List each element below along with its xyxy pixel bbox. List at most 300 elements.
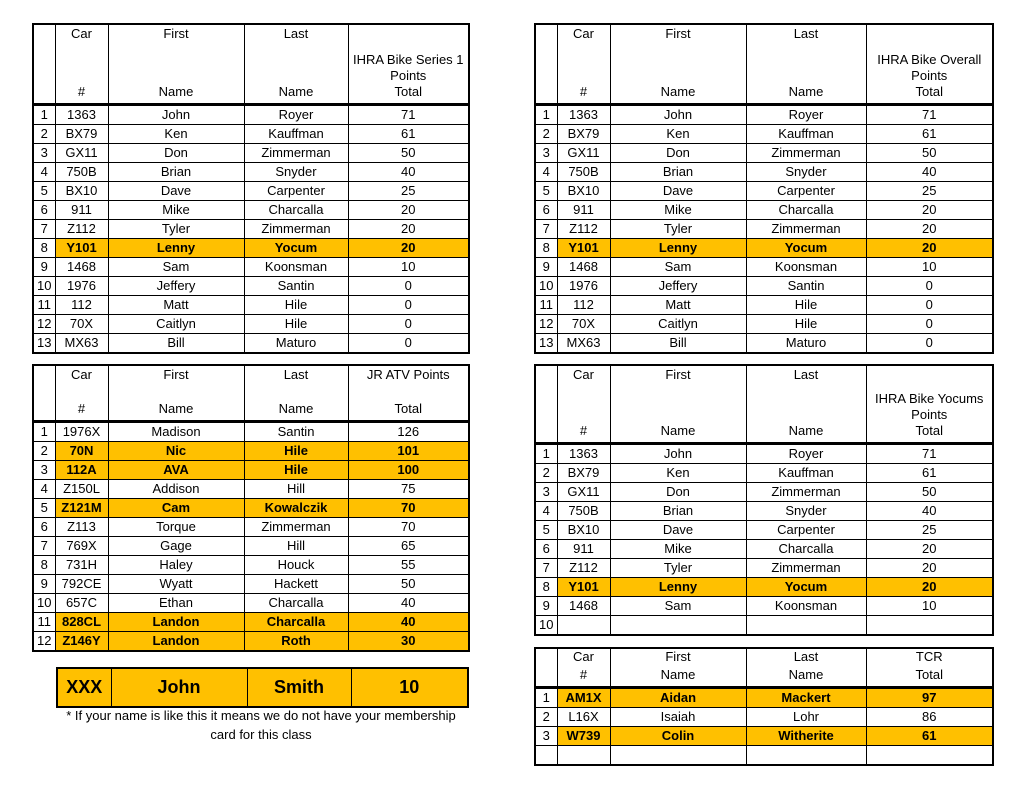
row-number: 3 (535, 143, 557, 162)
table-row (535, 727, 993, 746)
points-total: 10 (348, 257, 469, 276)
last-name: Hill (244, 479, 348, 498)
first-name: Wyatt (108, 574, 244, 593)
points-total: 20 (348, 219, 469, 238)
points-total: 61 (866, 727, 993, 746)
first-name: Matt (108, 295, 244, 314)
header-last: Last Name (244, 24, 348, 104)
row-number: 5 (535, 181, 557, 200)
last-name: Carpenter (746, 520, 866, 539)
row-number: 10 (535, 276, 557, 295)
row-number: 12 (33, 314, 55, 333)
car-number: BX10 (557, 181, 610, 200)
row-number: 6 (33, 200, 55, 219)
table-row (535, 124, 993, 143)
points-total: 20 (866, 577, 993, 596)
table-row (33, 631, 469, 651)
last-name: Yocum (746, 238, 866, 257)
table-row (535, 162, 993, 181)
car-number: Z121M (55, 498, 108, 517)
legend-example-row (56, 667, 469, 708)
last-name: Hile (746, 295, 866, 314)
first-name: Colin (610, 727, 746, 746)
row-number: 10 (33, 276, 55, 295)
table-row (535, 463, 993, 482)
car-number: 792CE (55, 574, 108, 593)
header-first: First Name (108, 24, 244, 104)
row-number: 2 (33, 124, 55, 143)
last-name: Charcalla (244, 593, 348, 612)
points-total: 40 (866, 162, 993, 181)
car-number: Y101 (55, 238, 108, 257)
points-total: 61 (348, 124, 469, 143)
legend-note: * If your name is like this it means we do not have your membership card for this class (66, 708, 456, 742)
table-row (33, 498, 469, 517)
header-last: Last Name (746, 365, 866, 443)
points-total: 0 (348, 314, 469, 333)
car-number: Z112 (557, 219, 610, 238)
first-name: Mike (610, 539, 746, 558)
table-row (33, 574, 469, 593)
header-index (535, 24, 557, 104)
row-number: 4 (33, 479, 55, 498)
last-name: Zimmerman (746, 143, 866, 162)
last-name: Kauffman (746, 124, 866, 143)
row-number: 6 (535, 539, 557, 558)
last-name: Hill (244, 536, 348, 555)
first-name: Matt (610, 295, 746, 314)
last-name: Koonsman (746, 596, 866, 615)
row-number: 7 (33, 219, 55, 238)
last-name: Mackert (746, 688, 866, 708)
points-total: 20 (866, 238, 993, 257)
last-name: Koonsman (244, 257, 348, 276)
points-total: 100 (348, 460, 469, 479)
table-row (33, 257, 469, 276)
row-number: 11 (33, 612, 55, 631)
row-number: 1 (535, 443, 557, 463)
first-name: Torque (108, 517, 244, 536)
ihra-bike-overall-table (534, 23, 994, 354)
row-number: 9 (535, 257, 557, 276)
car-number: 112A (55, 460, 108, 479)
table-row (535, 200, 993, 219)
points-total: 71 (866, 104, 993, 124)
last-name (746, 615, 866, 635)
table-row (33, 460, 469, 479)
points-total: 0 (348, 333, 469, 353)
table-row (535, 501, 993, 520)
legend-last: Smith (247, 668, 351, 707)
first-name: Brian (108, 162, 244, 181)
points-total: 50 (348, 574, 469, 593)
last-name: Zimmerman (746, 482, 866, 501)
table-row (535, 276, 993, 295)
points-total: 61 (866, 124, 993, 143)
last-name (746, 746, 866, 766)
first-name: Isaiah (610, 708, 746, 727)
row-number: 7 (535, 219, 557, 238)
last-name: Royer (746, 104, 866, 124)
points-total: 10 (866, 257, 993, 276)
row-number: 12 (33, 631, 55, 651)
car-number: 70X (55, 314, 108, 333)
header-car: Car # (557, 24, 610, 104)
last-name: Yocum (244, 238, 348, 257)
last-name: Charcalla (244, 612, 348, 631)
table-row (535, 257, 993, 276)
last-name: Zimmerman (746, 558, 866, 577)
row-number: 11 (535, 295, 557, 314)
row-number: 1 (33, 421, 55, 441)
last-name: Santin (746, 276, 866, 295)
car-number: 70X (557, 314, 610, 333)
row-number: 10 (33, 593, 55, 612)
last-name: Kowalczik (244, 498, 348, 517)
car-number: 731H (55, 555, 108, 574)
row-number: 3 (33, 460, 55, 479)
first-name: Dave (610, 181, 746, 200)
last-name: Kauffman (746, 463, 866, 482)
first-name: Brian (610, 501, 746, 520)
table-row (535, 295, 993, 314)
row-number: 8 (535, 238, 557, 257)
car-number: 112 (55, 295, 108, 314)
first-name: Ken (610, 124, 746, 143)
first-name: Lenny (610, 238, 746, 257)
row-number: 5 (33, 498, 55, 517)
row-number: 13 (33, 333, 55, 353)
header-car: Car # (55, 24, 108, 104)
points-total: 0 (866, 276, 993, 295)
header-car: Car # (557, 648, 610, 688)
table-row (535, 219, 993, 238)
points-total: 50 (866, 482, 993, 501)
table-row (33, 104, 469, 124)
points-total: 50 (348, 143, 469, 162)
car-number: MX63 (557, 333, 610, 353)
table-row (33, 536, 469, 555)
last-name: Zimmerman (244, 517, 348, 536)
first-name: Brian (610, 162, 746, 181)
first-name: AVA (108, 460, 244, 479)
first-name (610, 615, 746, 635)
last-name: Zimmerman (244, 219, 348, 238)
car-number: 1468 (557, 596, 610, 615)
first-name: Landon (108, 631, 244, 651)
last-name: Hile (244, 314, 348, 333)
car-number: 112 (557, 295, 610, 314)
car-number: BX10 (55, 181, 108, 200)
car-number: 1976X (55, 421, 108, 441)
car-number (557, 615, 610, 635)
car-number: Y101 (557, 238, 610, 257)
first-name: Don (610, 482, 746, 501)
car-number: GX11 (557, 143, 610, 162)
last-name: Charcalla (746, 539, 866, 558)
last-name: Koonsman (746, 257, 866, 276)
first-name (610, 746, 746, 766)
car-number: GX11 (55, 143, 108, 162)
last-name: Royer (244, 104, 348, 124)
first-name: Tyler (610, 219, 746, 238)
row-number: 7 (33, 536, 55, 555)
row-number: 2 (535, 708, 557, 727)
row-number: 9 (33, 574, 55, 593)
car-number: Z146Y (55, 631, 108, 651)
header-last: Last Name (244, 365, 348, 421)
car-number (557, 746, 610, 766)
car-number: BX79 (55, 124, 108, 143)
car-number: 828CL (55, 612, 108, 631)
ihra-bike-yocums-table (534, 364, 994, 636)
car-number: 750B (557, 501, 610, 520)
table-row (535, 558, 993, 577)
last-name: Hile (244, 295, 348, 314)
table-row (535, 314, 993, 333)
car-number: 911 (557, 200, 610, 219)
last-name: Charcalla (746, 200, 866, 219)
header-car: Car # (557, 365, 610, 443)
table-row (535, 181, 993, 200)
table-row (535, 746, 993, 766)
points-total: 25 (866, 520, 993, 539)
car-number: 1363 (557, 104, 610, 124)
points-total: 25 (348, 181, 469, 200)
row-number: 9 (535, 596, 557, 615)
last-name: Maturo (244, 333, 348, 353)
header-points: IHRA Bike Yocums Points Total (866, 365, 993, 443)
points-total: 10 (866, 596, 993, 615)
points-total: 0 (866, 314, 993, 333)
header-points: JR ATV Points Total (348, 365, 469, 421)
points-total: 20 (866, 539, 993, 558)
table-row (33, 181, 469, 200)
header-points: IHRA Bike Series 1 Points Total (348, 24, 469, 104)
last-name: Royer (746, 443, 866, 463)
last-name: Witherite (746, 727, 866, 746)
header-last: Last Name (746, 648, 866, 688)
table-row (33, 295, 469, 314)
legend-car: XXX (57, 668, 111, 707)
points-total: 71 (348, 104, 469, 124)
last-name: Charcalla (244, 200, 348, 219)
header-index (535, 365, 557, 443)
row-number: 11 (33, 295, 55, 314)
car-number: 1468 (557, 257, 610, 276)
last-name: Hackett (244, 574, 348, 593)
header-index (33, 365, 55, 421)
first-name: Ethan (108, 593, 244, 612)
first-name: Sam (108, 257, 244, 276)
first-name: Mike (610, 200, 746, 219)
ihra-bike-series1-table (32, 23, 470, 354)
first-name: Nic (108, 441, 244, 460)
car-number: 911 (557, 539, 610, 558)
points-total: 86 (866, 708, 993, 727)
first-name: Don (108, 143, 244, 162)
table-row (33, 276, 469, 295)
car-number: BX10 (557, 520, 610, 539)
table-row (535, 482, 993, 501)
points-total: 0 (348, 295, 469, 314)
last-name: Snyder (746, 162, 866, 181)
points-total: 55 (348, 555, 469, 574)
last-name: Snyder (244, 162, 348, 181)
points-total: 70 (348, 498, 469, 517)
points-total: 40 (348, 593, 469, 612)
points-total: 20 (866, 219, 993, 238)
car-number: Z112 (55, 219, 108, 238)
row-number: 3 (33, 143, 55, 162)
last-name: Yocum (746, 577, 866, 596)
row-number: 3 (535, 482, 557, 501)
legend-points: 10 (351, 668, 468, 707)
table-row (33, 593, 469, 612)
last-name: Houck (244, 555, 348, 574)
first-name: Lenny (108, 238, 244, 257)
table-row (535, 615, 993, 635)
header-first: First Name (610, 648, 746, 688)
table-row (33, 333, 469, 353)
first-name: John (610, 443, 746, 463)
points-total: 71 (866, 443, 993, 463)
table-row (535, 238, 993, 257)
first-name: Sam (610, 257, 746, 276)
header-index (535, 648, 557, 688)
table-row (33, 441, 469, 460)
row-number: 4 (535, 501, 557, 520)
last-name: Snyder (746, 501, 866, 520)
first-name: Caitlyn (108, 314, 244, 333)
last-name: Zimmerman (244, 143, 348, 162)
table-row (33, 612, 469, 631)
table-row (33, 421, 469, 441)
car-number: Z112 (557, 558, 610, 577)
first-name: Sam (610, 596, 746, 615)
points-total: 70 (348, 517, 469, 536)
first-name: Dave (108, 181, 244, 200)
table-row (33, 517, 469, 536)
first-name: Mike (108, 200, 244, 219)
car-number: GX11 (557, 482, 610, 501)
points-total: 0 (866, 333, 993, 353)
table-row (535, 333, 993, 353)
points-total: 65 (348, 536, 469, 555)
table-row (33, 162, 469, 181)
row-number: 7 (535, 558, 557, 577)
last-name: Santin (244, 421, 348, 441)
car-number: MX63 (55, 333, 108, 353)
table-row (535, 688, 993, 708)
car-number: Z150L (55, 479, 108, 498)
row-number: 12 (535, 314, 557, 333)
table-row (33, 124, 469, 143)
row-number: 5 (33, 181, 55, 200)
first-name: Jeffery (108, 276, 244, 295)
car-number: 1468 (55, 257, 108, 276)
header-points: TCR Total (866, 648, 993, 688)
table-row (33, 238, 469, 257)
first-name: Gage (108, 536, 244, 555)
car-number: BX79 (557, 463, 610, 482)
car-number: BX79 (557, 124, 610, 143)
table-row (33, 479, 469, 498)
row-number (535, 746, 557, 766)
car-number: 1363 (557, 443, 610, 463)
first-name: John (610, 104, 746, 124)
car-number: 911 (55, 200, 108, 219)
table-row (535, 443, 993, 463)
points-total: 126 (348, 421, 469, 441)
car-number: 70N (55, 441, 108, 460)
points-total: 0 (866, 295, 993, 314)
first-name: Tyler (108, 219, 244, 238)
last-name: Maturo (746, 333, 866, 353)
car-number: L16X (557, 708, 610, 727)
points-total: 20 (348, 200, 469, 219)
last-name: Hile (746, 314, 866, 333)
car-number: Z113 (55, 517, 108, 536)
table-row (535, 520, 993, 539)
row-number: 6 (33, 517, 55, 536)
points-total: 20 (866, 558, 993, 577)
header-points: IHRA Bike Overall Points Total (866, 24, 993, 104)
row-number: 1 (535, 104, 557, 124)
points-total: 40 (866, 501, 993, 520)
last-name: Carpenter (746, 181, 866, 200)
header-first: First Name (610, 365, 746, 443)
row-number: 4 (535, 162, 557, 181)
points-total: 0 (348, 276, 469, 295)
points-total: 40 (348, 612, 469, 631)
table-row (535, 596, 993, 615)
table-row (33, 143, 469, 162)
points-total: 40 (348, 162, 469, 181)
header-first: First Name (108, 365, 244, 421)
header-index (33, 24, 55, 104)
car-number: W739 (557, 727, 610, 746)
row-number: 13 (535, 333, 557, 353)
row-number: 4 (33, 162, 55, 181)
table-row (33, 200, 469, 219)
points-total: 50 (866, 143, 993, 162)
last-name: Zimmerman (746, 219, 866, 238)
points-total (866, 615, 993, 635)
first-name: Landon (108, 612, 244, 631)
table-row (535, 708, 993, 727)
points-total: 20 (866, 200, 993, 219)
car-number: 1363 (55, 104, 108, 124)
row-number: 6 (535, 200, 557, 219)
first-name: Addison (108, 479, 244, 498)
first-name: Cam (108, 498, 244, 517)
first-name: Ken (108, 124, 244, 143)
table-row (535, 577, 993, 596)
points-total: 30 (348, 631, 469, 651)
row-number: 10 (535, 615, 557, 635)
table-row (33, 555, 469, 574)
row-number: 8 (33, 238, 55, 257)
first-name: Dave (610, 520, 746, 539)
last-name: Roth (244, 631, 348, 651)
car-number: 750B (55, 162, 108, 181)
table-row (535, 104, 993, 124)
last-name: Santin (244, 276, 348, 295)
first-name: Caitlyn (610, 314, 746, 333)
first-name: Haley (108, 555, 244, 574)
first-name: Ken (610, 463, 746, 482)
